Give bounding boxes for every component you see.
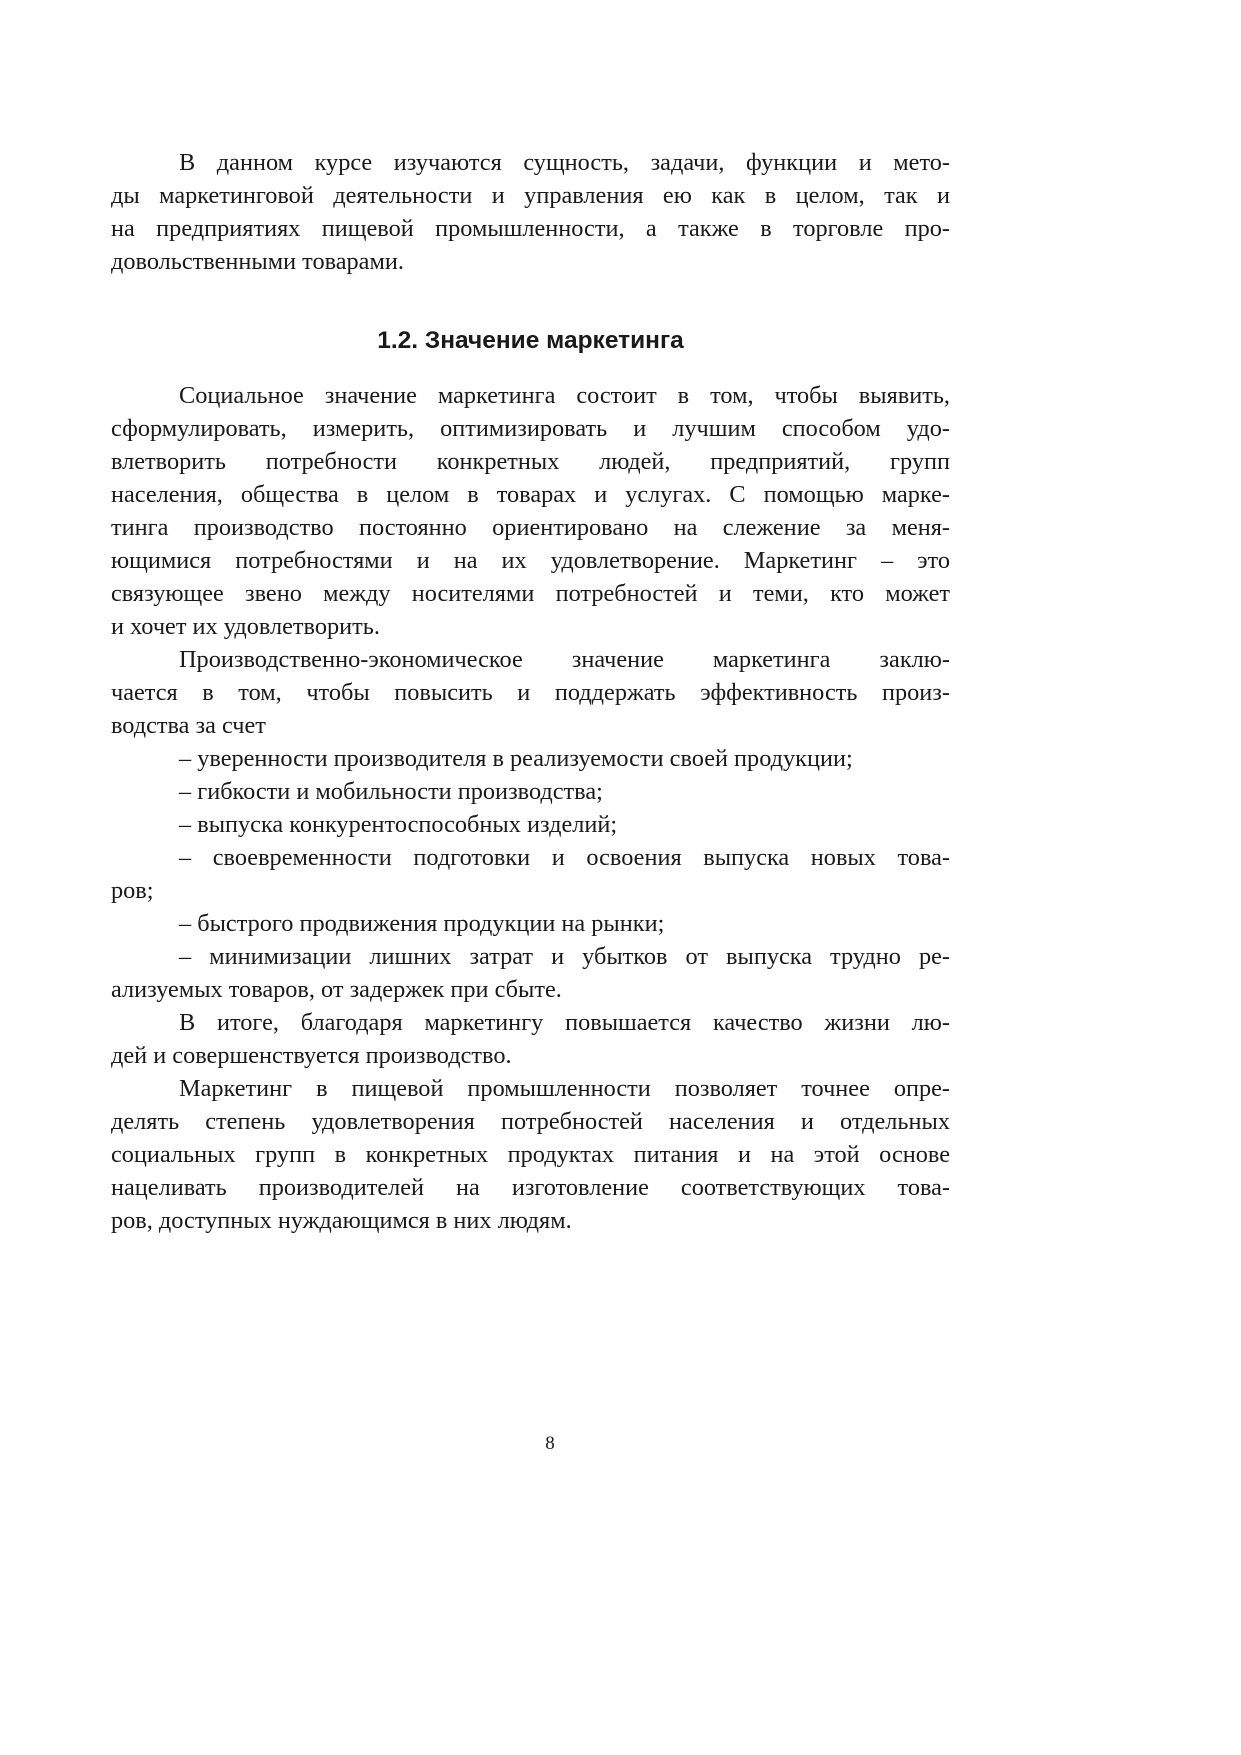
text-line: населения, общества в целом в товарах и услугах. С помощью марке- bbox=[111, 481, 950, 508]
page-number: 8 bbox=[545, 1433, 555, 1454]
text-line: довольственными товарами. bbox=[111, 248, 404, 275]
text-line: и хочет их удовлетворить. bbox=[111, 613, 380, 640]
list-item-continuation: ров; bbox=[111, 877, 154, 904]
list-item: – гибкости и мобильности производства; bbox=[179, 778, 603, 805]
text-line: социальных групп в конкретных продуктах питания и на этой основе bbox=[111, 1141, 950, 1168]
text-line: Социальное значение маркетинга состоит в том, чтобы выявить, bbox=[179, 382, 950, 409]
section-heading: 1.2. Значение маркетинга bbox=[377, 327, 684, 354]
list-item: – выпуска конкурентоспособных изделий; bbox=[179, 811, 618, 838]
text-line: делять степень удовлетворения потребностей населения и отдельных bbox=[111, 1108, 950, 1135]
text-line: связующее звено между носителями потребностей и теми, кто может bbox=[111, 580, 950, 607]
text-line: Производственно-экономическое значение маркетинга заклю- bbox=[179, 646, 950, 673]
text-line: ды маркетинговой деятельности и управления ею как в целом, так и bbox=[111, 182, 950, 209]
text-line: Маркетинг в пищевой промышленности позволяет точнее опре- bbox=[179, 1075, 950, 1102]
text-line: влетворить потребности конкретных людей, предприятий, групп bbox=[111, 448, 950, 475]
social-paragraph bbox=[111, 379, 950, 1237]
text-line: ющимися потребностями и на их удовлетворение. Маркетинг – это bbox=[111, 547, 950, 574]
text-line: на предприятиях пищевой промышленности, а также в торговле про- bbox=[111, 215, 950, 242]
text-line: ров, доступных нуждающимся в них людям. bbox=[111, 1207, 572, 1234]
list-item: – уверенности производителя в реализуемости своей продукции; bbox=[179, 745, 853, 772]
text-line: В итоге, благодаря маркетингу повышается качество жизни лю- bbox=[179, 1009, 950, 1036]
text-line: сформулировать, измерить, оптимизировать и лучшим способом удо- bbox=[111, 415, 950, 442]
list-item-continuation: ализуемых товаров, от задержек при сбыте. bbox=[111, 976, 562, 1003]
text-line: водства за счет bbox=[111, 712, 266, 739]
list-item: – минимизации лишних затрат и убытков от выпуска трудно ре- bbox=[179, 943, 950, 970]
list-item: – своевременности подготовки и освоения выпуска новых това- bbox=[179, 844, 950, 871]
text-line: нацеливать производителей на изготовление соответствующих това- bbox=[111, 1174, 950, 1201]
text-line: В данном курсе изучаются сущность, задачи, функции и мето- bbox=[179, 149, 950, 176]
text-line: тинга производство постоянно ориентировано на слежение за меня- bbox=[111, 514, 950, 541]
text-line: чается в том, чтобы повысить и поддержать эффективность произ- bbox=[111, 679, 950, 706]
text-line: дей и совершенствуется производство. bbox=[111, 1042, 512, 1069]
list-item: – быстрого продвижения продукции на рынки; bbox=[179, 910, 665, 937]
intro-paragraph bbox=[111, 146, 950, 278]
